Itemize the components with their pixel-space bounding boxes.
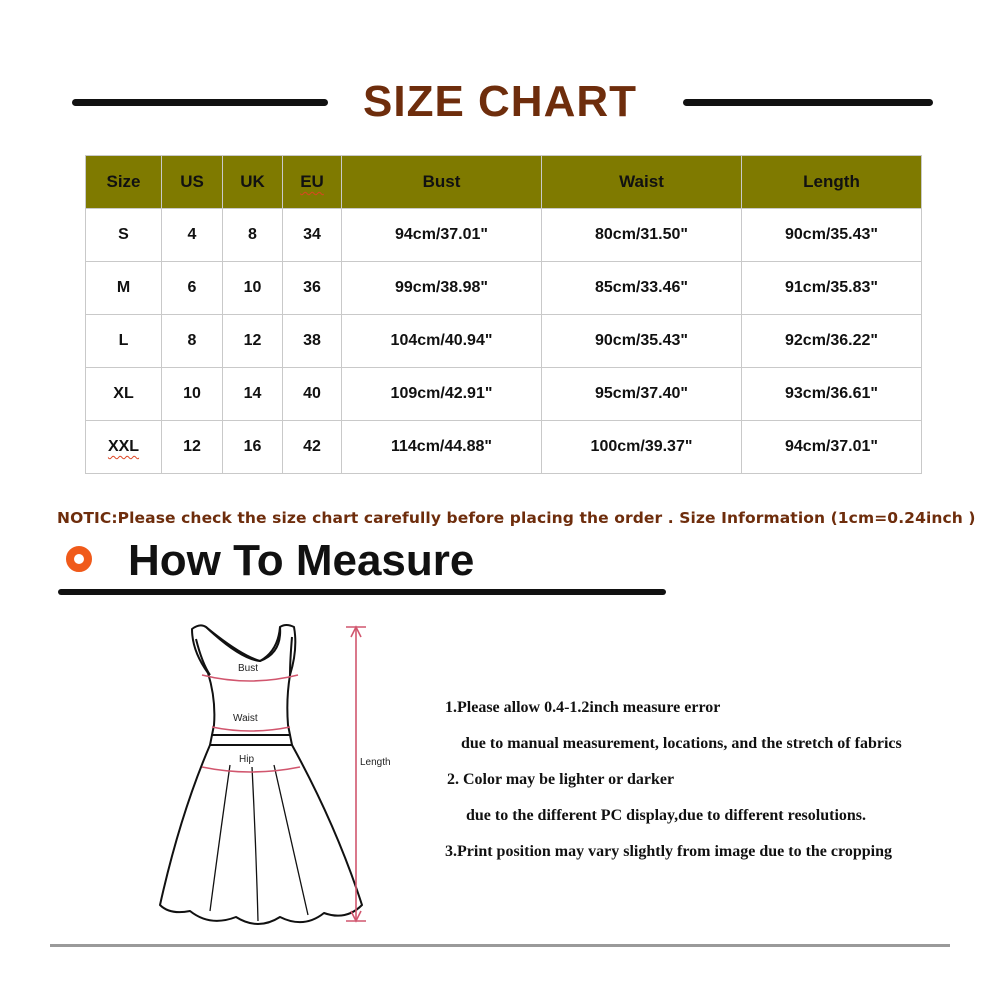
header-rule-right: [683, 99, 933, 106]
header-rule-left: [72, 99, 328, 106]
cell-bust: 114cm/44.88": [342, 421, 542, 474]
cell-bust: 109cm/42.91": [342, 368, 542, 421]
cell-uk: 8: [223, 209, 283, 262]
cell-length: 93cm/36.61": [742, 368, 922, 421]
note-2-detail: due to the different PC display,due to different resolutions.: [466, 807, 867, 824]
note-2: 2. Color may be lighter or darker: [447, 771, 675, 788]
cell-us: 12: [162, 421, 223, 474]
cell-bust: 94cm/37.01": [342, 209, 542, 262]
cell-length: 94cm/37.01": [742, 421, 922, 474]
cell-size: [86, 421, 162, 474]
cell-waist: 80cm/31.50": [542, 209, 742, 262]
table-row: [86, 421, 922, 474]
cell-us: 10: [162, 368, 223, 421]
cell-uk: 12: [223, 315, 283, 368]
col-header-uk: UK: [223, 156, 283, 209]
note-3: 3.Print position may vary slightly from image due to the cropping: [445, 843, 892, 860]
cell-bust: 104cm/40.94": [342, 315, 542, 368]
hip-label: Hip: [239, 754, 255, 765]
cell-waist: 85cm/33.46": [542, 262, 742, 315]
col-header-us: US: [162, 156, 223, 209]
cell-waist: 90cm/35.43": [542, 315, 742, 368]
waist-label: Waist: [233, 713, 258, 724]
cell-uk: 14: [223, 368, 283, 421]
cell-waist: 95cm/37.40": [542, 368, 742, 421]
cell-uk: 16: [223, 421, 283, 474]
cell-length: 90cm/35.43": [742, 209, 922, 262]
cell-length: 92cm/36.22": [742, 315, 922, 368]
cell-length: 91cm/35.83": [742, 262, 922, 315]
cell-waist: 100cm/39.37": [542, 421, 742, 474]
circle-bullet-icon: [66, 546, 92, 572]
note-1: 1.Please allow 0.4-1.2inch measure error: [445, 699, 721, 716]
col-header-length: Length: [742, 156, 922, 209]
size-table: [85, 155, 922, 474]
cell-us: 4: [162, 209, 223, 262]
cell-eu: 38: [283, 315, 342, 368]
how-to-measure-title: How To Measure: [128, 536, 475, 585]
cell-eu: 34: [283, 209, 342, 262]
note-1-detail: due to manual measurement, locations, and the stretch of fabrics: [461, 735, 902, 752]
notice-text: NOTIC:Please check the size chart carefully before placing the order . Size Information (1cm=0.24inch ): [57, 509, 976, 527]
cell-size: XL: [86, 368, 162, 421]
col-header-bust: Bust: [342, 156, 542, 209]
cell-eu: 36: [283, 262, 342, 315]
length-label: Length: [360, 757, 391, 768]
cell-eu: 42: [283, 421, 342, 474]
bottom-rule: [50, 944, 950, 947]
col-header-eu: [283, 156, 342, 209]
cell-size: S: [86, 209, 162, 262]
cell-us: 6: [162, 262, 223, 315]
cell-size-label: XXL: [107, 438, 140, 455]
col-header-size: Size: [86, 156, 162, 209]
section-rule: [58, 589, 666, 595]
cell-bust: 99cm/38.98": [342, 262, 542, 315]
cell-size: L: [86, 315, 162, 368]
table-row: [86, 209, 922, 262]
cell-size: M: [86, 262, 162, 315]
page-title: SIZE CHART: [363, 77, 637, 126]
table-header-row: [86, 156, 922, 209]
table-row: [86, 368, 922, 421]
bust-label: Bust: [238, 663, 259, 674]
table-row: [86, 315, 922, 368]
table-row: [86, 262, 922, 315]
cell-eu: 40: [283, 368, 342, 421]
dress-diagram-icon: [140, 615, 400, 935]
cell-uk: 10: [223, 262, 283, 315]
col-header-waist: Waist: [542, 156, 742, 209]
cell-us: 8: [162, 315, 223, 368]
col-header-eu-label: EU: [300, 172, 324, 191]
